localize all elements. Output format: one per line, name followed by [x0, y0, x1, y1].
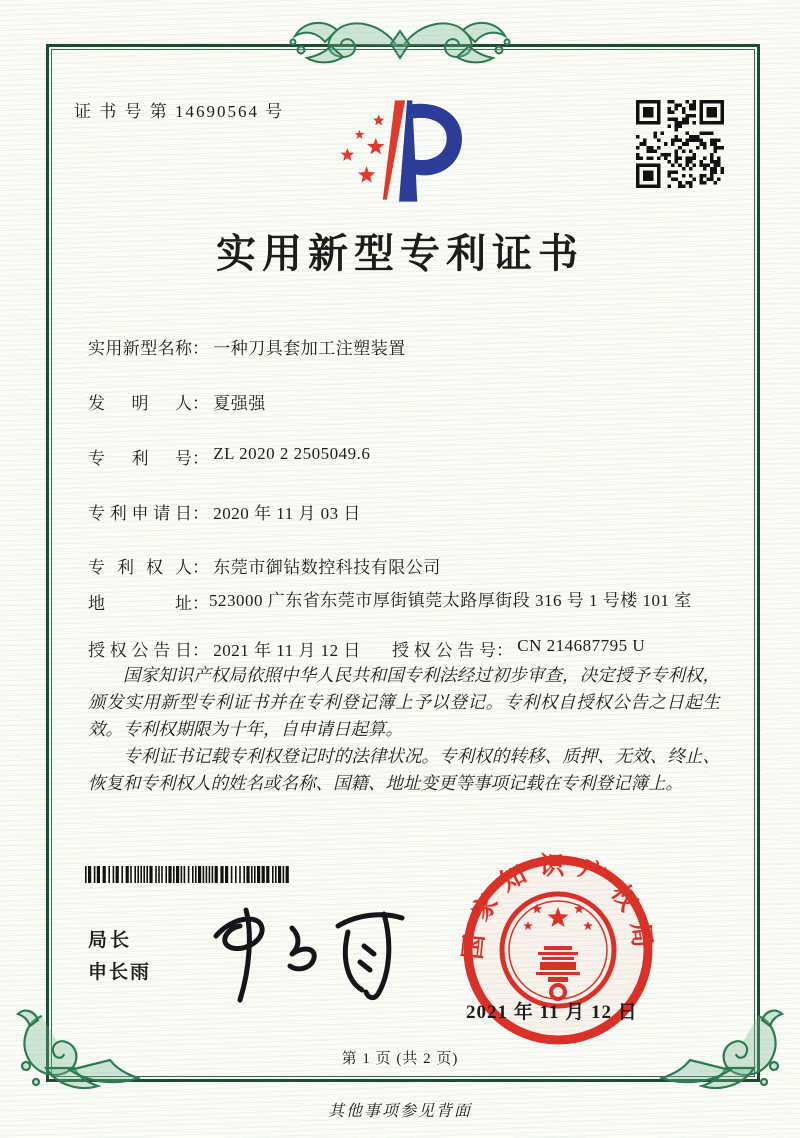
- legal-text-block: [88, 662, 720, 797]
- officer-name: 申长雨: [88, 962, 152, 983]
- qr-code: [636, 100, 724, 188]
- field-value: ZL 2020 2 2505049.6: [213, 444, 371, 463]
- field-value: 2021 年 11 月 12 日: [213, 641, 361, 660]
- legal-paragraph-1: 国家知识产权局依照中华人民共和国专利法经过初步审查，决定授予专利权，颁发实用新型专利证书并在专利登记簿上予以登记。专利权自授权公告之日起生效。专利权期限为十年，自申请日起算。: [88, 665, 720, 739]
- field-label: 授权公告号: [392, 641, 496, 660]
- field-value: 夏强强: [213, 394, 266, 413]
- field-value: 一种刀具套加工注塑装置: [213, 339, 406, 358]
- field-label: 专利申请日: [88, 504, 192, 523]
- field-label: 专利号: [88, 449, 192, 468]
- certificate-title: 实用新型专利证书: [216, 231, 584, 276]
- back-side-note: 其他事项参见背面: [327, 1103, 472, 1120]
- field-value: 东莞市御钻数控科技有限公司: [213, 558, 441, 577]
- officer-title: 局长: [88, 930, 133, 951]
- certificate-number: 证 书 号 第 14690564 号: [74, 102, 285, 121]
- field-label: 发明人: [88, 394, 192, 413]
- barcode: [85, 866, 293, 883]
- field-value: 2020 年 11 月 03 日: [213, 504, 361, 523]
- field-row-patentee: [88, 553, 718, 578]
- field-row-patent-number: [88, 444, 718, 469]
- cnipa-logo-icon: [322, 96, 474, 208]
- field-colon: ：: [192, 504, 209, 523]
- field-colon: ：: [192, 594, 209, 613]
- seal-ring-text: 国家知识产权局: [459, 852, 656, 961]
- field-colon: ：: [496, 641, 513, 660]
- commissioner-signature: [188, 898, 423, 1010]
- field-colon: ：: [192, 641, 209, 660]
- field-label: 专利权人: [88, 558, 192, 577]
- field-row-filing-date: [88, 499, 718, 524]
- field-label: 实用新型名称: [88, 339, 192, 358]
- page-number: 第 1 页 (共 2 页): [341, 1051, 459, 1067]
- field-row-address: [88, 589, 718, 614]
- field-value: 523000 广东省东莞市厚街镇莞太路厚街段 316 号 1 号楼 101 室: [209, 591, 692, 610]
- field-value: CN 214687795 U: [517, 636, 646, 655]
- field-row-inventor: [88, 389, 718, 414]
- field-label: 地址: [88, 594, 192, 613]
- legal-paragraph-2: 专利证书记载专利权登记时的法律状况。专利权的转移、质押、无效、终止、恢复和专利权人的姓名或名称、国籍、地址变更等事项记载在专利登记簿上。: [88, 746, 720, 793]
- logo-blue-bowl: [411, 104, 462, 176]
- field-colon: ：: [192, 449, 209, 468]
- seal-date: 2021 年 11 月 12 日: [466, 1002, 638, 1023]
- field-colon: ：: [192, 394, 209, 413]
- field-label: 授权公告日: [88, 641, 192, 660]
- field-colon: ：: [192, 339, 209, 358]
- field-row-grant-number: [392, 636, 645, 661]
- field-row-name: [88, 334, 718, 359]
- field-colon: ：: [192, 558, 209, 577]
